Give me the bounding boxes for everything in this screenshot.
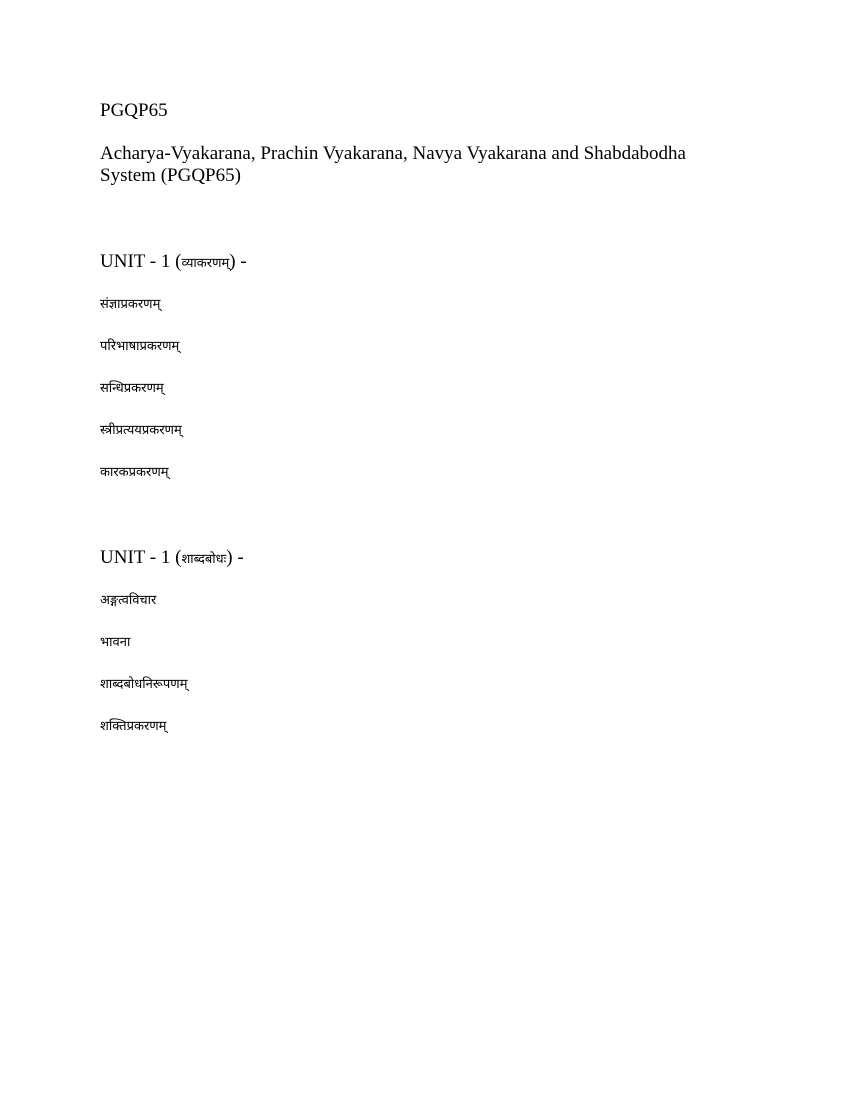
course-code: PGQP65 <box>100 100 168 121</box>
list-item: अङ्गत्वविचार <box>100 593 157 608</box>
unit-heading-shabdabodha <box>100 547 244 571</box>
unit-heading-prefix: UNIT - 1 ( <box>100 251 182 272</box>
unit-heading-subject: व्याकरणम् <box>181 256 230 271</box>
list-item: परिभाषाप्रकरणम् <box>100 339 180 354</box>
list-item: कारकप्रकरणम् <box>100 465 169 480</box>
unit-heading-suffix: ) - <box>226 547 244 568</box>
list-item: शाब्दबोधनिरूपणम् <box>100 677 188 692</box>
list-item: शक्तिप्रकरणम् <box>100 719 167 734</box>
unit-heading-subject: शाब्दबोधः <box>181 552 227 567</box>
list-item: भावना <box>100 635 131 650</box>
list-item: संज्ञाप्रकरणम् <box>100 297 161 312</box>
list-item: स्त्रीप्रत्ययप्रकरणम् <box>100 423 182 438</box>
unit-heading-prefix: UNIT - 1 ( <box>100 547 182 568</box>
unit-heading-suffix: ) - <box>229 251 247 272</box>
unit-heading-vyakaranam <box>100 251 247 275</box>
course-title: Acharya-Vyakarana, Prachin Vyakarana, Navya Vyakarana and Shabdabodha System (PGQP65) <box>100 143 686 186</box>
unit-topic-list-vyakaranam <box>100 296 182 506</box>
list-item: सन्धिप्रकरणम् <box>100 381 164 396</box>
unit-topic-list-shabdabodha <box>100 592 187 760</box>
